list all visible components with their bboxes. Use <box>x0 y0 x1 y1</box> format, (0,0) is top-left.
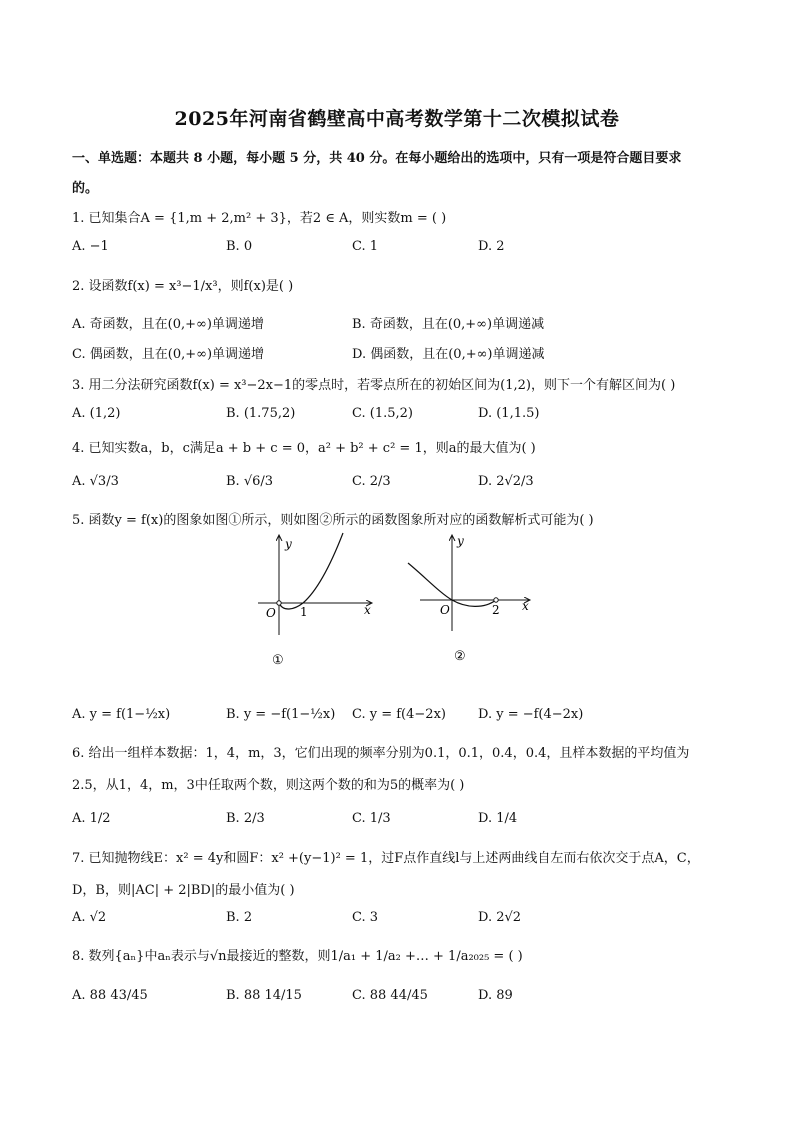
question-3-stem: 3. 用二分法研究函数f(x) = x³−2x−1的零点时，若零点所在的初始区间为(1,2)，则下一个有解区间为( ) <box>72 378 676 393</box>
question-7-options <box>72 910 732 934</box>
option-b: B. (1.75,2) <box>226 406 296 421</box>
fig2-caption: ② <box>454 649 466 664</box>
option-b: B. √6/3 <box>226 474 274 489</box>
option-c: C. 1/3 <box>352 811 391 826</box>
question-4-stem: 4. 已知实数a，b，c满足a + b + c = 0，a² + b² + c² = 1，则a的最大值为( ) <box>72 441 536 456</box>
fig2-origin-label: O <box>440 603 450 617</box>
question-8-stem: 8. 数列{aₙ}中aₙ表示与√n最接近的整数，则1/a₁ + 1/a₂ +… + 1/a₂₀₂₅ = ( ) <box>72 949 523 964</box>
fig2-tick-label: 2 <box>492 603 500 617</box>
option-d: D. (1,1.5) <box>478 406 540 421</box>
option-c: C. (1.5,2) <box>352 406 413 421</box>
option-c: C. 88 44/45 <box>352 988 428 1003</box>
question-5-options <box>72 707 732 731</box>
option-c: C. 3 <box>352 910 379 925</box>
option-c: C. 1 <box>352 239 379 254</box>
fig2-y-label: y <box>457 534 464 548</box>
option-b: B. 0 <box>226 239 253 254</box>
question-7-stem-cont: D，B，则|AC| + 2|BD|的最小值为( ) <box>72 883 295 898</box>
question-8-options <box>72 988 732 1012</box>
option-b: B. 2 <box>226 910 253 925</box>
fig1-y-label: y <box>285 537 292 551</box>
option-d: D. 89 <box>478 988 513 1003</box>
section-header-cont: 的。 <box>72 181 99 196</box>
option-b: B. 88 14/15 <box>226 988 302 1003</box>
fig1-tick-label: 1 <box>300 605 308 619</box>
question-5-stem: 5. 函数y = f(x)的图象如图①所示，则如图②所示的函数图象所对应的函数解析式可能为( ) <box>72 513 594 528</box>
option-b: B. y = −f(1−½x) <box>226 707 336 722</box>
option-a: A. √3/3 <box>72 474 119 489</box>
question-2-options-row2 <box>72 343 732 367</box>
option-d: D. 偶函数，且在(0,+∞)单调递减 <box>352 347 545 362</box>
option-a: A. 88 43/45 <box>72 988 148 1003</box>
option-d: D. 1/4 <box>478 811 518 826</box>
section-header: 一、单选题：本题共 8 小题，每小题 5 分，共 40 分。在每小题给出的选项中，只有一项是符合题目要求 <box>72 151 682 166</box>
question-7-stem: 7. 已知抛物线E：x² = 4y和圆F：x² +(y−1)² = 1，过F点作直线l与上述两曲线自左而右依次交于点A，C， <box>72 851 700 866</box>
option-d: D. 2√2 <box>478 910 522 925</box>
option-c: C. 偶函数，且在(0,+∞)单调递增 <box>72 347 265 362</box>
question-4-options <box>72 474 732 498</box>
option-b: B. 奇函数，且在(0,+∞)单调递减 <box>352 317 545 332</box>
figure-1 <box>258 533 372 668</box>
option-a: A. √2 <box>72 910 107 925</box>
question-5-figures <box>0 530 794 670</box>
fig1-origin-dot <box>277 601 281 605</box>
fig1-x-label: x <box>364 603 371 617</box>
question-6-stem-cont: 2.5，从1，4，m，3中任取两个数，则这两个数的和为5的概率为( ) <box>72 778 465 793</box>
question-6-options <box>72 811 732 835</box>
option-c: C. 2/3 <box>352 474 391 489</box>
option-d: D. 2√2/3 <box>478 474 534 489</box>
option-d: D. y = −f(4−2x) <box>478 707 584 722</box>
question-3-options <box>72 406 732 430</box>
question-1-stem: 1. 已知集合A = {1,m + 2,m² + 3}，若2 ∈ A，则实数m = ( ) <box>72 211 447 226</box>
option-a: A. 奇函数，且在(0,+∞)单调递增 <box>72 317 264 332</box>
question-6-stem: 6. 给出一组样本数据：1，4，m，3，它们出现的频率分别为0.1，0.1，0.4，0.4，且样本数据的平均值为 <box>72 746 690 761</box>
option-a: A. 1/2 <box>72 811 111 826</box>
option-b: B. 2/3 <box>226 811 265 826</box>
option-d: D. 2 <box>478 239 505 254</box>
exam-title: 2025年河南省鹤壁高中高考数学第十二次模拟试卷 <box>174 108 620 130</box>
figure-2 <box>408 534 530 664</box>
option-a: A. y = f(1−½x) <box>72 707 171 722</box>
question-2-options-row1 <box>72 313 732 337</box>
fig2-tick-dot <box>494 598 498 602</box>
question-2-stem: 2. 设函数f(x) = x³−1/x³，则f(x)是( ) <box>72 279 294 294</box>
option-a: A. −1 <box>72 239 109 254</box>
fig2-x-label: x <box>522 599 529 613</box>
fig1-caption: ① <box>272 653 284 668</box>
option-c: C. y = f(4−2x) <box>352 707 446 722</box>
question-1-options <box>72 239 732 263</box>
fig1-origin-label: O <box>266 606 276 620</box>
option-a: A. (1,2) <box>72 406 121 421</box>
